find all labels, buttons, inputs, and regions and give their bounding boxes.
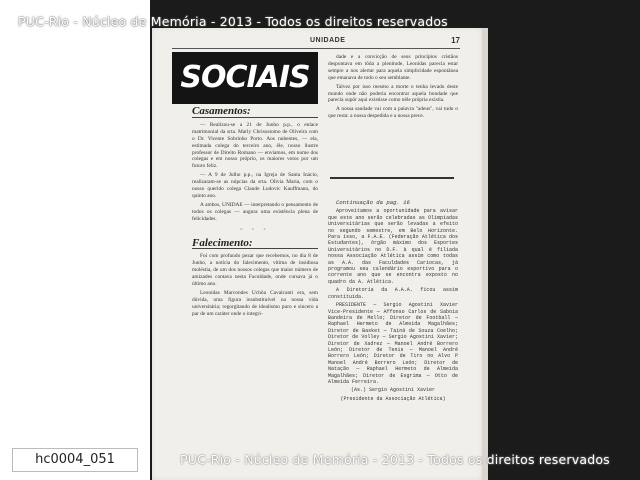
right-column-top: [328, 54, 458, 122]
falecimento-title: Falecimento:: [192, 236, 253, 249]
diretoria-paragraph: A Diretoria da A.A.A. ficou assim constituida.: [328, 287, 458, 300]
casamentos-paragraph-3: A ambos, UNIDAE — interpretando o pensamento de todos os colegas — augura uma existência plena de felicidades.: [192, 201, 318, 222]
watermark-top: PUC-Rio - Núcleo de Memória - 2013 - Todos os direitos reservados: [18, 14, 448, 29]
signature: (As.) Sergio Agostini Xavier: [350, 387, 435, 394]
falecimento-paragraph-1: Foi com profundo pezar que recebemos, no dia 8 de Junho, a notícia do falecimento, vítima de insidiosa moléstia, de um dos nossos colegas que maior número de amizades contava nesta Faculdade, onde cursava já o último ano.: [192, 253, 318, 288]
title-rule: [192, 117, 318, 118]
header-rule: [172, 48, 460, 49]
olimpiadas-paragraph: Aproveitamos a oportunidade para avisar que este ano serão celebradas as Olimpíadas Universitárias que serão levadas a efeito no segundo semestre, em Belo Horizonte. Para isso, a F.A.E. (Federação Atlética dos Estudantes), órgão máximo dos Esportes Universitários no D.F. à qual é filiada nossa Associação Atlética assim como todas as A.A. das Faculdades Cariocas, já programou seu calendário esportivo para o corrente ano que se encontra exposto no quadro da A. Atlética.: [328, 208, 458, 285]
title-rule: [192, 248, 318, 249]
section-separator: [330, 177, 454, 179]
left-margin: [0, 0, 150, 480]
casamentos-paragraph-1: — Realizou-se a 21 de Junho p.p., o enlace matrimonial da srta. Marly Chrisostomo de Oliveira com o Dr. Vicente Sobrinho Porto. Aos nubentes, — ela, estimada colega do terceiro ano, êle, nosso ilustre professor de Direito Romano — enviamos, em nome dos colegas e em nosso próprio, os maiores votos por um futuro feliz.: [192, 121, 318, 170]
item-id-label: hc0004_051: [12, 448, 138, 472]
left-column: [192, 105, 318, 320]
falecimento-paragraph-2: Leonidas Marcondes Uchôa Cavalcanti era, sem dúvida, uma figura insubstituível na nossa vida universitária; regorgitando de idealismo puro e sincero a par de um caráter onde o integri-: [192, 289, 318, 317]
watermark-bottom: PUC-Rio - Núcleo de Memória - 2013 - Todos os direitos reservados: [180, 452, 610, 467]
magazine-name: UNIDADE: [310, 37, 346, 44]
continuation-note: Continuação da pag. 16: [336, 199, 410, 206]
diretoria-list: PRESIDENTE — Sergio Agostini Xavier Vice-Presidente — Affonso Carlos de Saboia Bandeira de Mello; Diretor de Football — Raphael Hermeto de Almeida Magalhães; Diretor de Basket — Tainá de Souza Coelho; Diretor de Volley — Sergio Agostini Xavier; Diretor de Xadrez — Manoel André Borrero León; Diretor de Tenis — Manoel André Borrero León; Diretor de Tiro no Alvo P Manoel André Borrero León; Diretor de Natação — Raphael Hermeto de Almeida Magalhães; Diretor de Esgrima — Otto de Almeida Ferreira.: [328, 302, 458, 385]
section-dots: ◦ ◦ ◦: [240, 226, 270, 233]
page-number: 17: [451, 36, 460, 45]
right-paragraph-2: Talvez por isso mesmo a morte o tenha levado deste mundo onde não poderia encontrar aquela bondade que parecia supôr aqui existisse como nêle própria existia.: [328, 83, 458, 104]
page-header: [185, 36, 460, 48]
page-edge: [482, 28, 488, 480]
casamentos-title: Casamentos:: [192, 105, 251, 117]
signature-role: (Presidente da Associação Atlética): [340, 395, 446, 402]
right-paragraph-3: A nossa saudade vai com a palavra "adeus", vai tudo o que resta: a nossa despedida e a nossa prece.: [328, 106, 458, 120]
right-column-bottom: [328, 200, 458, 404]
right-paragraph-1: dade e a convicção de seus princípios cristãos despontava em tôda a plenitude, Leonidas parecia estar sempre a nos alertar para aquela simplicidade espontânea que emanava de todo o seu semblante.: [328, 54, 458, 81]
casamentos-paragraph-2: — A 9 de Julho p.p., na Igreja de Santa Inácio, realizaram-se as núpcias da srta. Olivia Maria, com o nosso querido colega Claude Ludovic Kauffmann, do quinto ano.: [192, 172, 318, 199]
sociais-banner: [172, 52, 318, 104]
banner-title: SOCIAIS: [180, 60, 310, 95]
